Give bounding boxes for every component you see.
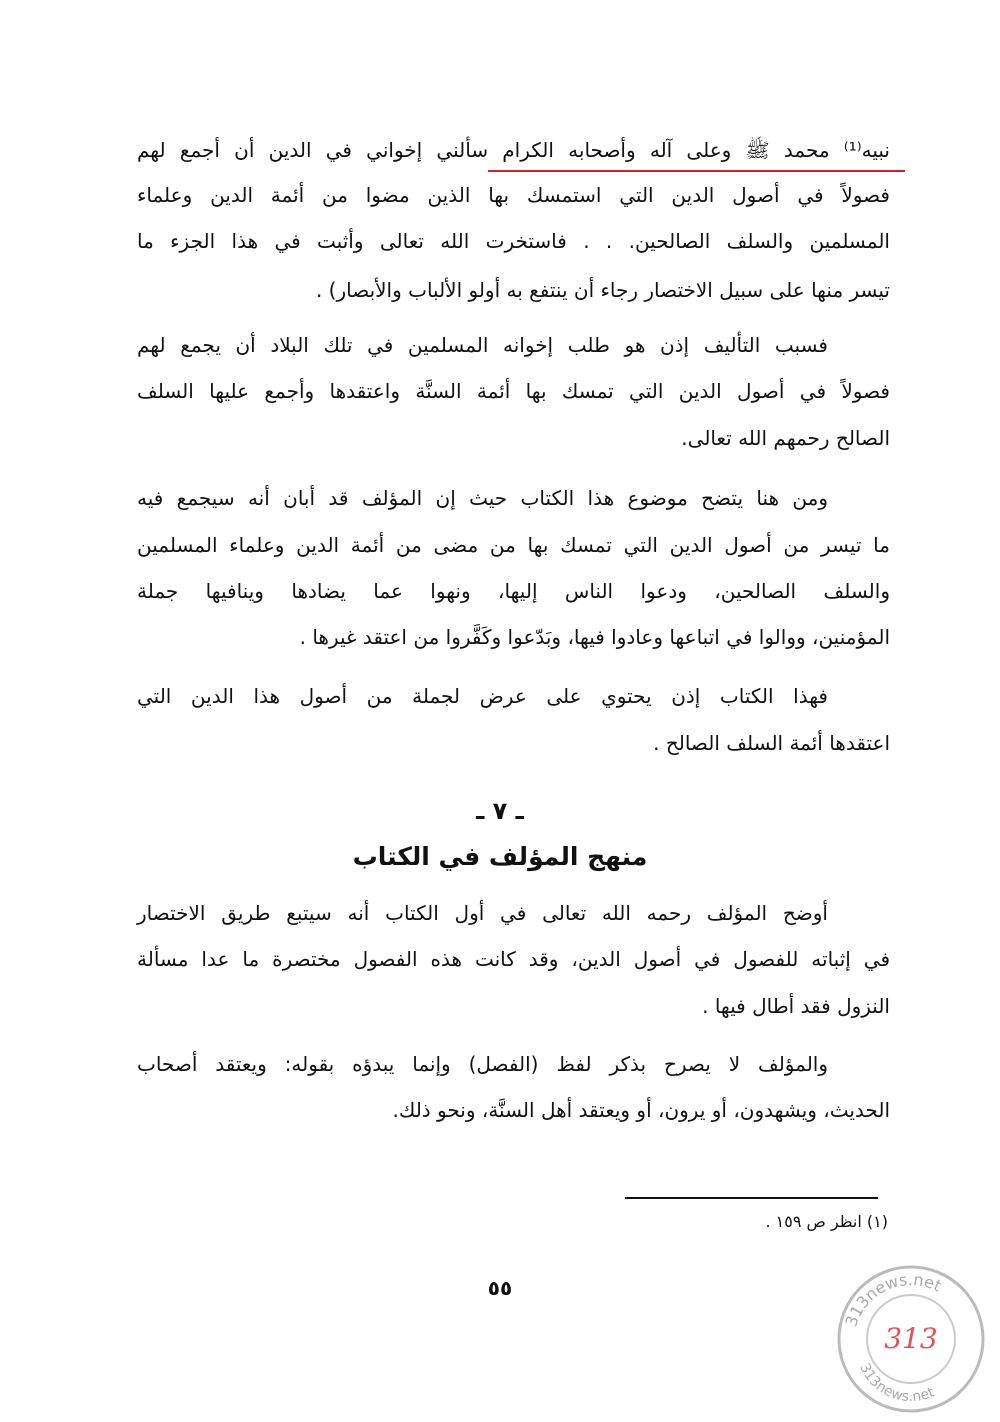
red-underline <box>488 170 905 172</box>
text-line: النزول فقد أطال فيها . <box>702 994 890 1018</box>
text-line: أوضح المؤلف رحمه الله تعالى في أول الكتاب أنه سيتبع طريق الاختصار <box>137 901 828 925</box>
text-line: فصولاً في أصول الدين التي تمسك بها أئمة السنَّة واعتقدها وأجمع عليها السلف <box>137 379 890 403</box>
watermark-bottom-text: 313news.net <box>856 1360 937 1406</box>
text-line: الحديث، ويشهدون، أو يرون، أو ويعتقد أهل السنَّة، ونحو ذلك. <box>392 1098 890 1122</box>
page-number: ٥٥ <box>487 1276 513 1300</box>
text-line: في إثباته للفصول في أصول الدين، وقد كانت هذه الفصول مختصرة ما عدا مسألة <box>137 947 890 971</box>
text-line: نبيه⁽¹⁾ محمد ﷺ وعلى آله وأصحابه الكرام سألني إخواني في الدين أن أجمع لهم <box>137 138 890 162</box>
text-line: والسلف الصالحين، ودعوا الناس إليها، ونهوا عما يضادها وينافيها جملة <box>137 579 890 603</box>
text-line: المؤمنين، ووالوا في اتباعها وعادوا فيها، وبَدّعوا وكَفَّروا من اعتقد غيرها . <box>299 625 890 649</box>
text-line: والمؤلف لا يصرح بذكر لفظ (الفصل) وإنما يبدؤه بقوله: ويعتقد أصحاب <box>137 1052 828 1076</box>
section-title: منهج المؤلف في الكتاب <box>352 842 648 871</box>
text-line: فسبب التأليف إذن هو طلب إخوانه المسلمين في تلك البلاد أن يجمع لهم <box>137 333 828 357</box>
section-number: ـ ٧ ـ <box>476 797 524 825</box>
watermark-top-text: 313news.net <box>841 1269 945 1330</box>
text-line: الصالح رحمهم الله تعالى. <box>681 426 890 450</box>
text-line: فهذا الكتاب إذن يحتوي على عرض لجملة من أصول هذا الدين التي <box>137 684 828 708</box>
text-line: ومن هنا يتضح موضوع هذا الكتاب حيث إن المؤلف قد أبان أنه سيجمع فيه <box>137 486 828 510</box>
text-line: اعتقدها أئمة السلف الصالح . <box>653 731 890 755</box>
footnote-divider <box>625 1197 878 1199</box>
text-line: فصولاً في أصول الدين التي استمسك بها الذين مضوا من أئمة الدين وعلماء <box>137 183 890 207</box>
watermark-stamp <box>834 1262 988 1416</box>
footnote: (١) انظر ص ١٥٩ . <box>765 1212 888 1231</box>
watermark-center-text: 313 <box>884 1322 938 1355</box>
text-line: تيسر منها على سبيل الاختصار رجاء أن ينتفع به أولو الألباب والأبصار) . <box>315 278 890 302</box>
text-line: المسلمين والسلف الصالحين. . . فاستخرت الله تعالى وأثبت في هذا الجزء ما <box>137 229 890 253</box>
text-line: ما تيسر من أصول الدين التي تمسك بها من مضى من أئمة الدين وعلماء المسلمين <box>137 533 890 557</box>
